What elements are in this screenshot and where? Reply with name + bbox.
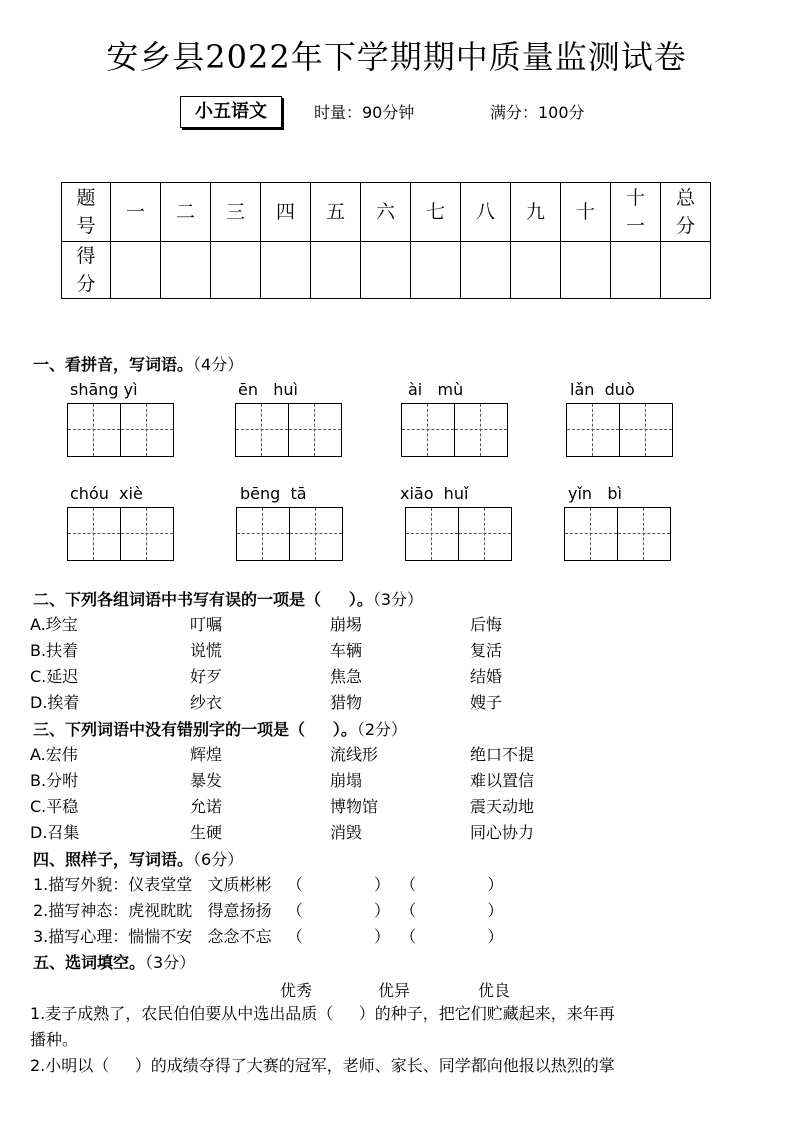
score-cell[interactable] [261, 242, 311, 299]
option-word: 后悔 [470, 615, 503, 634]
page-title: 安乡县2022年下学期期中质量监测试卷 [106, 38, 687, 76]
writing-grid-2[interactable] [235, 403, 342, 457]
pinyin-8: yǐn bì [568, 484, 622, 503]
q2-heading [33, 587, 423, 610]
option-word: 流线形 [330, 745, 379, 764]
q5-sentence-1[interactable]: 1.麦子成熟了，农民伯伯要从中选出品质（ ）的种子，把它们贮藏起来，来年再 [30, 1004, 615, 1023]
option-word: 猎物 [330, 693, 363, 712]
writing-grid-7[interactable] [405, 507, 512, 561]
score-cell[interactable] [361, 242, 411, 299]
q5-title: 五、选词填空。 [33, 953, 146, 972]
question-number-cell: 七 [411, 183, 461, 242]
option-word: 嫂子 [470, 693, 503, 712]
score-cell[interactable] [211, 242, 261, 299]
q4-points: （6分） [193, 850, 244, 869]
option-choice[interactable]: C.平稳 [30, 797, 79, 816]
option-word: 焦急 [330, 667, 363, 686]
question-number-cell: 一 [111, 183, 161, 242]
q3-points: （2分） [356, 720, 408, 739]
q5-points: （3分） [145, 953, 196, 972]
question-number-cell: 十 [561, 183, 611, 242]
option-word: 难以置信 [470, 771, 535, 790]
pinyin-3: ài mù [408, 380, 464, 399]
score-cell[interactable] [161, 242, 211, 299]
pinyin-2: ēn huì [238, 380, 298, 399]
question-number-cell: 六 [361, 183, 411, 242]
option-word: 崩塌 [330, 771, 363, 790]
score-cell[interactable] [561, 242, 611, 299]
q5-option-3: 优良 [478, 981, 511, 1000]
option-word: 消毁 [330, 823, 363, 842]
question-number-cell: 总分 [661, 183, 711, 242]
q2-points: （3分） [372, 590, 424, 609]
option-word: 同心协力 [470, 823, 535, 842]
time-label: 时量：90分钟 [314, 103, 415, 122]
option-choice[interactable]: B.分咐 [30, 771, 79, 790]
pinyin-1: shāng yì [70, 380, 138, 399]
option-word: 崩埸 [330, 615, 363, 634]
option-word: 叮嘱 [190, 615, 223, 634]
option-word: 震天动地 [470, 797, 535, 816]
q5-option-2: 优异 [378, 981, 411, 1000]
header-cell-score: 得 分 [62, 242, 111, 299]
option-word: 暴发 [190, 771, 223, 790]
q3-title: 三、下列词语中没有错别字的一项是（ ）。 [33, 720, 357, 739]
writing-grid-3[interactable] [401, 403, 508, 457]
pinyin-6: bēng tā [240, 484, 307, 503]
q4-title: 四、照样子，写词语。 [33, 850, 194, 869]
option-choice[interactable]: D.召集 [30, 823, 80, 842]
writing-grid-1[interactable] [67, 403, 174, 457]
option-choice[interactable]: C.延迟 [30, 667, 79, 686]
option-word: 辉煌 [190, 745, 223, 764]
score-cell[interactable] [611, 242, 661, 299]
question-number-cell: 八 [461, 183, 511, 242]
option-choice[interactable]: B.扶着 [30, 641, 79, 660]
q1-heading [33, 352, 243, 375]
writing-grid-6[interactable] [236, 507, 343, 561]
q4-row-3[interactable]: 3.描写心理：惴惴不安 念念不忘 （ ） （ ） [33, 927, 504, 946]
option-word: 说慌 [190, 641, 223, 660]
q1-points: （4分） [193, 355, 244, 374]
q5-option-1: 优秀 [280, 981, 313, 1000]
score-cell[interactable] [461, 242, 511, 299]
option-word: 绝口不提 [470, 745, 535, 764]
option-word: 好歹 [190, 667, 223, 686]
writing-grid-8[interactable] [564, 507, 671, 561]
header-cell-question-number: 题 号 [62, 183, 111, 242]
question-number-cell: 五 [311, 183, 361, 242]
pinyin-4: lǎn duò [570, 380, 635, 399]
writing-grid-5[interactable] [67, 507, 174, 561]
q4-heading [33, 847, 243, 870]
q1-title: 一、看拼音，写词语。 [33, 355, 194, 374]
score-cell[interactable] [111, 242, 161, 299]
subject-label: 小五语文 [180, 96, 282, 128]
option-word: 结婚 [470, 667, 503, 686]
q5-sentence-2[interactable]: 2.小明以（ ）的成绩夺得了大赛的冠军，老师、家长、同学都向他报以热烈的掌 [30, 1056, 615, 1075]
writing-grid-4[interactable] [566, 403, 673, 457]
full-score-label: 满分：100分 [490, 103, 585, 122]
score-cell[interactable] [411, 242, 461, 299]
option-word: 纱衣 [190, 693, 223, 712]
q3-heading [33, 717, 407, 740]
option-word: 博物馆 [330, 797, 379, 816]
score-cell[interactable] [311, 242, 361, 299]
pinyin-7: xiāo huǐ [400, 484, 469, 503]
q4-row-1[interactable]: 1.描写外貌：仪表堂堂 文质彬彬 （ ） （ ） [33, 875, 504, 894]
option-word: 车辆 [330, 641, 363, 660]
option-word: 复活 [470, 641, 503, 660]
option-choice[interactable]: A.宏伟 [30, 745, 78, 764]
option-word: 生硬 [190, 823, 223, 842]
question-number-cell: 九 [511, 183, 561, 242]
pinyin-5: chóu xiè [70, 484, 143, 503]
question-number-cell: 十一 [611, 183, 661, 242]
q5-sentence-1-cont: 播种。 [30, 1030, 79, 1049]
score-cell[interactable] [661, 242, 711, 299]
option-choice[interactable]: A.珍宝 [30, 615, 78, 634]
option-choice[interactable]: D.挨着 [30, 693, 80, 712]
question-number-cell: 四 [261, 183, 311, 242]
score-table [61, 182, 711, 299]
score-cell[interactable] [511, 242, 561, 299]
option-word: 允诺 [190, 797, 223, 816]
q5-heading [33, 950, 195, 973]
q2-title: 二、下列各组词语中书写有误的一项是（ ）。 [33, 590, 373, 609]
q4-row-2[interactable]: 2.描写神态：虎视眈眈 得意扬扬 （ ） （ ） [33, 901, 504, 920]
question-number-cell: 二 [161, 183, 211, 242]
question-number-cell: 三 [211, 183, 261, 242]
